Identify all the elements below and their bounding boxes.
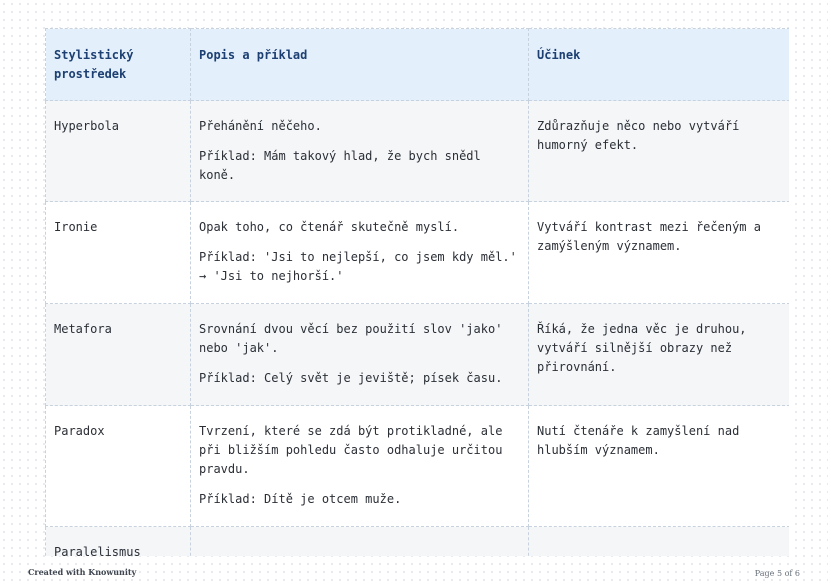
created-with-label: Created with Knowunity [28,567,137,577]
description-text: Přehánění něčeho. [199,119,322,133]
header-device: Stylistický prostředek [46,29,191,101]
cell-device: Paradox [46,406,191,527]
cell-effect [529,527,790,557]
cell-device: Ironie [46,202,191,304]
example-text: Příklad: Dítě je otcem muže. [199,492,402,506]
table-row [46,202,790,304]
example-text: Příklad: Celý svět je jeviště; písek času. [199,371,503,385]
description-text: Opak toho, co čtenář skutečně myslí. [199,220,460,234]
cell-effect: Nutí čtenáře k zamyšlení nad hlubším významem. [529,406,790,527]
table-container [45,28,789,556]
example-text: Příklad: Mám takový hlad, že bych snědl koně. [199,149,481,182]
cell-device: Paralelismus [46,527,191,557]
cell-description [191,304,529,406]
header-description: Popis a příklad [191,29,529,101]
description-text: Srovnání dvou věcí bez použití slov 'jako' nebo 'jak'. [199,322,503,355]
cell-device: Metafora [46,304,191,406]
cell-device: Hyperbola [46,101,191,202]
table-row [46,304,790,406]
table-header-row [46,29,790,101]
cell-effect: Zdůrazňuje něco nebo vytváří humorný efekt. [529,101,790,202]
cell-description [191,101,529,202]
table-row [46,406,790,527]
cell-effect: Vytváří kontrast mezi řečeným a zamýšleným významem. [529,202,790,304]
cell-description [191,202,529,304]
table-row [46,101,790,202]
stylistic-devices-table [45,28,789,556]
header-effect: Účinek [529,29,790,101]
cell-description [191,527,529,557]
cell-description [191,406,529,527]
description-text: Tvrzení, které se zdá být protikladné, ale při bližším pohledu často odhaluje určitou pravdu. [199,424,503,476]
cell-effect: Říká, že jedna věc je druhou, vytváří silnější obrazy než přirovnání. [529,304,790,406]
table-row [46,527,790,557]
page-number: Page 5 of 6 [754,569,800,578]
example-text: Příklad: 'Jsi to nejlepší, co jsem kdy měl.' → 'Jsi to nejhorší.' [199,250,517,283]
